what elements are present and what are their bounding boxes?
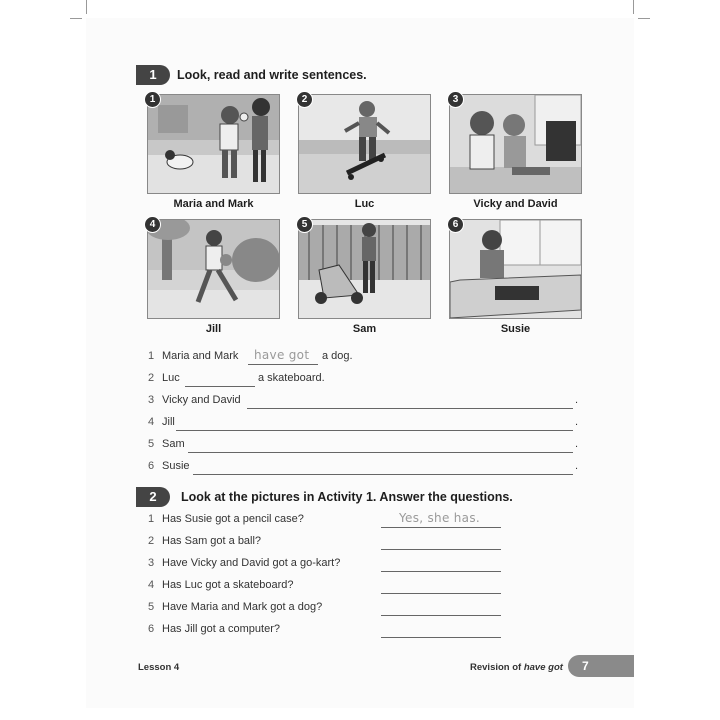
answer-line[interactable] <box>381 623 501 638</box>
picture-5-caption: Sam <box>352 323 377 335</box>
question-number: 4 <box>148 579 155 591</box>
sentence-row-2 <box>148 372 368 388</box>
answer-line[interactable] <box>193 460 573 475</box>
answer-line[interactable] <box>185 372 255 387</box>
answer-line[interactable] <box>381 601 501 616</box>
picture-1-caption: Maria and Mark <box>173 198 254 210</box>
picture-3-number: 3 <box>447 91 464 108</box>
sentence-row-4 <box>148 416 582 432</box>
handwritten-answer: Yes, she has. <box>399 511 480 525</box>
picture-1-illustration <box>148 95 279 193</box>
sentence-subject: Vicky and David <box>162 394 241 406</box>
question-text: Has Jill got a computer? <box>162 623 280 635</box>
picture-5 <box>298 219 431 319</box>
question-row-5 <box>148 601 508 617</box>
picture-5-number: 5 <box>296 216 313 233</box>
sentence-row-1 <box>148 350 368 366</box>
crop-mark <box>633 0 634 14</box>
picture-6 <box>449 219 582 319</box>
sentence-row-3 <box>148 394 582 410</box>
answer-line[interactable] <box>381 579 501 594</box>
picture-4-illustration <box>148 220 279 318</box>
crop-mark <box>70 18 82 19</box>
sentence-number: 4 <box>148 416 155 428</box>
question-number: 1 <box>148 513 155 525</box>
answer-line[interactable] <box>188 438 573 453</box>
picture-6-number: 6 <box>447 216 464 233</box>
question-text: Have Maria and Mark got a dog? <box>162 601 323 613</box>
picture-6-illustration <box>450 220 581 318</box>
picture-4-number: 4 <box>144 216 161 233</box>
sentence-row-5 <box>148 438 582 454</box>
sentence-end: . <box>575 416 579 428</box>
answer-line[interactable] <box>176 416 573 431</box>
sentence-end: . <box>575 394 579 406</box>
revision-label <box>470 662 563 673</box>
lesson-label: Lesson 4 <box>138 662 180 673</box>
picture-2 <box>298 94 431 194</box>
sentence-number: 6 <box>148 460 155 472</box>
handwritten-answer: have got <box>254 348 310 362</box>
question-text: Has Susie got a pencil case? <box>162 513 304 525</box>
question-row-2 <box>148 535 508 551</box>
sentence-subject: Susie <box>162 460 190 472</box>
sentence-row-6 <box>148 460 582 476</box>
exercise-1-instruction: Look, read and write sentences. <box>177 68 367 82</box>
sentence-number: 3 <box>148 394 155 406</box>
picture-3 <box>449 94 582 194</box>
sentence-number: 1 <box>148 350 155 362</box>
picture-1-number: 1 <box>144 91 161 108</box>
sentence-subject: Jill <box>162 416 175 428</box>
question-number: 2 <box>148 535 155 547</box>
question-text: Has Sam got a ball? <box>162 535 262 547</box>
page-number: 7 <box>568 655 634 677</box>
answer-line[interactable] <box>381 535 501 550</box>
picture-2-illustration <box>299 95 430 193</box>
picture-3-illustration <box>450 95 581 193</box>
sentence-number: 2 <box>148 372 155 384</box>
picture-3-caption: Vicky and David <box>473 198 558 210</box>
answer-line[interactable] <box>381 557 501 572</box>
exercise-2-instruction: Look at the pictures in Activity 1. Answer the questions. <box>181 490 513 504</box>
crop-mark <box>638 18 650 19</box>
picture-2-number: 2 <box>296 91 313 108</box>
picture-2-caption: Luc <box>354 198 375 210</box>
sentence-subject: Sam <box>162 438 185 450</box>
question-row-4 <box>148 579 508 595</box>
answer-line[interactable] <box>248 350 318 365</box>
question-text: Have Vicky and David got a go-kart? <box>162 557 341 569</box>
sentence-rest: a dog. <box>322 350 353 362</box>
exercise-1-number: 1 <box>136 65 170 85</box>
sentence-end: . <box>575 438 579 450</box>
answer-line[interactable] <box>381 513 501 528</box>
picture-4 <box>147 219 280 319</box>
picture-4-caption: Jill <box>205 323 222 335</box>
sentence-subject: Maria and Mark <box>162 350 239 362</box>
question-number: 3 <box>148 557 155 569</box>
sentence-subject: Luc <box>162 372 180 384</box>
revision-prefix: Revision of <box>470 662 524 673</box>
sentence-rest: a skateboard. <box>258 372 325 384</box>
question-number: 5 <box>148 601 155 613</box>
question-row-3 <box>148 557 508 573</box>
question-number: 6 <box>148 623 155 635</box>
question-text: Has Luc got a skateboard? <box>162 579 294 591</box>
question-row-6 <box>148 623 508 639</box>
question-row-1 <box>148 513 508 529</box>
crop-mark <box>86 0 87 14</box>
answer-line[interactable] <box>247 394 573 409</box>
sentence-number: 5 <box>148 438 155 450</box>
picture-1 <box>147 94 280 194</box>
exercise-2-number: 2 <box>136 487 170 507</box>
revision-topic: have got <box>523 662 563 673</box>
picture-6-caption: Susie <box>500 323 531 335</box>
sentence-end: . <box>575 460 579 472</box>
picture-5-illustration <box>299 220 430 318</box>
